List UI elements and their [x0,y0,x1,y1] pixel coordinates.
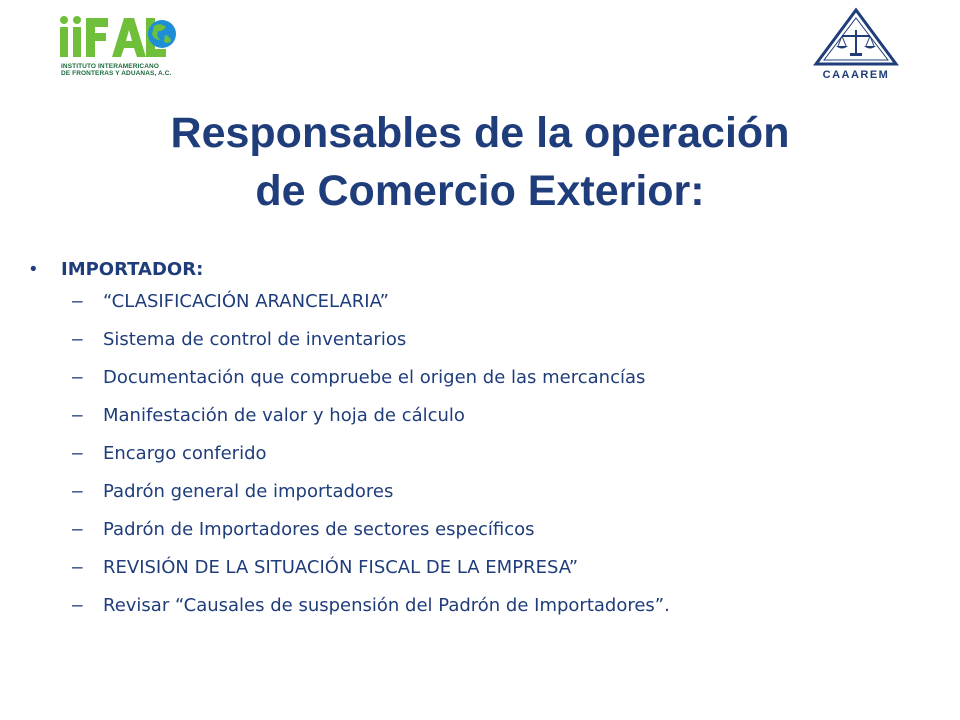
dash-marker: – [72,291,83,312]
dash-marker: – [72,443,83,464]
iifa-subtitle-line1: INSTITUTO INTERAMERICANO [61,63,159,70]
dash-marker: – [72,481,83,502]
dash-marker: – [72,329,83,350]
iifa-subtitle-line2: DE FRONTERAS Y ADUANAS, A.C. [61,70,172,77]
caaarem-scales-icon [806,6,906,68]
dash-marker: – [72,557,83,578]
list-item-text: Manifestación de valor y hoja de cálculo [103,405,465,426]
list-item-text: Sistema de control de inventarios [103,329,407,350]
caaarem-logo [806,6,906,82]
list-item-text: Revisar “Causales de suspensión del Padrón de Importadores”. [103,595,670,616]
iifa-logo [58,14,188,78]
list-item-text: “CLASIFICACIÓN ARANCELARIA” [103,291,389,312]
iifa-logo-icon [58,14,178,60]
caaarem-wordmark: CAAAREM [822,69,890,81]
list-item-text: Documentación que compruebe el origen de las mercancías [103,367,646,388]
dash-marker: – [72,367,83,388]
list-item-text: Encargo conferido [103,443,267,464]
slide-title-line2: de Comercio Exterior: [255,167,705,215]
bullet-marker: • [30,259,37,280]
list-item-text: REVISIÓN DE LA SITUACIÓN FISCAL DE LA EMPRESA” [103,557,579,578]
list-item-text: Padrón general de importadores [103,481,394,502]
list-item-text: Padrón de Importadores de sectores específicos [103,519,535,540]
dash-marker: – [72,595,83,616]
slide-title-line1: Responsables de la operación [170,109,790,157]
iifa-subtitle [61,63,191,77]
dash-marker: – [72,405,83,426]
section-heading: IMPORTADOR: [61,259,204,280]
slide-title [60,104,900,220]
dash-marker: – [72,519,83,540]
